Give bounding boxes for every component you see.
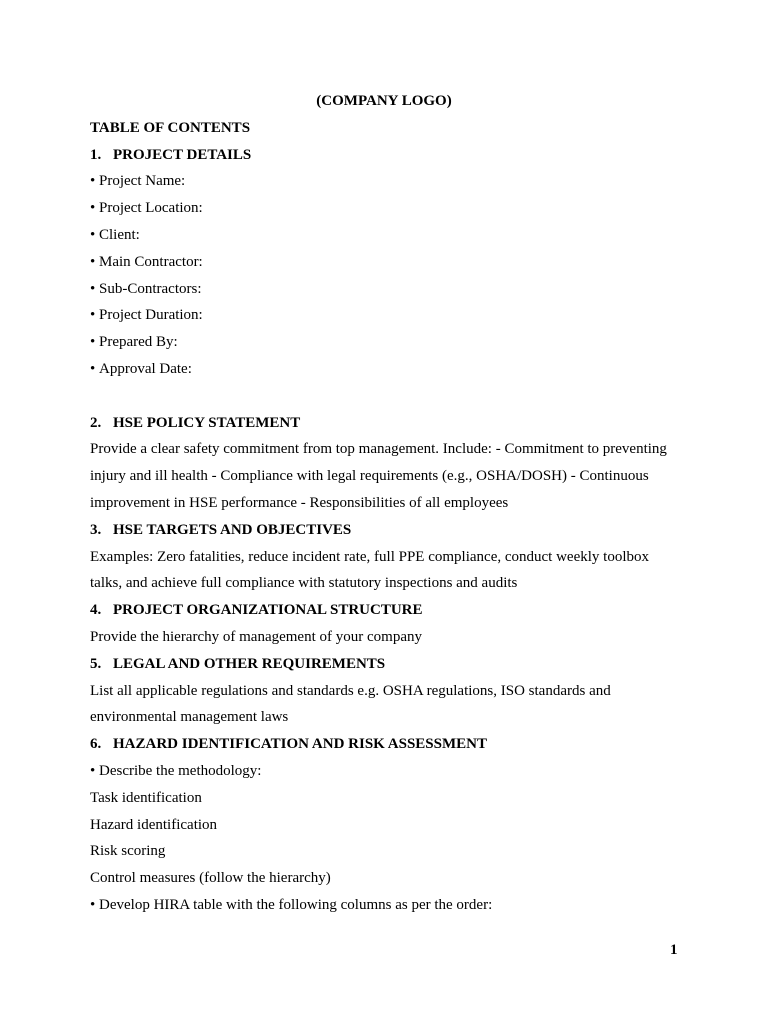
paragraph-line: Examples: Zero fatalities, reduce incident rate, full PPE compliance, conduct weekly toolbox [90, 548, 649, 565]
list-item [90, 195, 680, 222]
methodology-step: Control measures (follow the hierarchy) [90, 870, 331, 887]
project-duration-label: Project Duration: [99, 307, 203, 324]
paragraph-line: talks, and achieve full compliance with statutory inspections and audits [90, 575, 518, 592]
bullet-icon: • [90, 896, 96, 913]
list-item [90, 168, 680, 195]
list-item [90, 758, 680, 785]
bullet-icon: • [90, 226, 96, 243]
methodology-bullet: Describe the methodology: [99, 762, 262, 779]
page-number: 1 [670, 942, 678, 958]
section-number: 3. [90, 521, 102, 538]
list-item [90, 892, 680, 919]
bullet-icon: • [90, 280, 96, 297]
section-title: HAZARD IDENTIFICATION AND RISK ASSESSMENT [113, 736, 487, 753]
hira-table-bullet: Develop HIRA table with the following columns as per the order: [99, 896, 493, 913]
section-title: HSE TARGETS AND OBJECTIVES [113, 521, 352, 538]
bullet-icon: • [90, 173, 96, 190]
section-number: 1. [90, 146, 102, 163]
company-logo-placeholder: (COMPANY LOGO) [316, 93, 452, 109]
list-item [90, 329, 680, 356]
bullet-icon: • [90, 307, 96, 324]
section-title: HSE POLICY STATEMENT [113, 414, 301, 431]
paragraph-line: improvement in HSE performance - Responsibilities of all employees [90, 494, 509, 511]
paragraph-line: injury and ill health - Compliance with legal requirements (e.g., OSHA/DOSH) - Continuous [90, 468, 649, 485]
hse-policy-paragraph [90, 436, 680, 516]
methodology-step: Risk scoring [90, 843, 166, 860]
project-location-label: Project Location: [99, 200, 203, 217]
document-page [90, 88, 680, 919]
paragraph-line: Provide a clear safety commitment from top management. Include: - Commitment to preventing [90, 441, 667, 458]
paragraph-line: Provide the hierarchy of management of your company [90, 628, 422, 645]
section-heading-hira [90, 731, 680, 758]
section-title: PROJECT DETAILS [113, 146, 252, 163]
section-heading-org-structure [90, 597, 680, 624]
section-number: 6. [90, 736, 102, 753]
legal-requirements-paragraph [90, 678, 680, 732]
list-item [90, 276, 680, 303]
project-name-label: Project Name: [99, 173, 186, 190]
methodology-step: Task identification [90, 789, 202, 806]
bullet-icon: • [90, 253, 96, 270]
client-label: Client: [99, 226, 140, 243]
paragraph-line: environmental management laws [90, 709, 289, 726]
section-heading-legal-requirements [90, 651, 680, 678]
org-structure-paragraph [90, 624, 680, 651]
list-item [90, 302, 680, 329]
section-title: LEGAL AND OTHER REQUIREMENTS [113, 655, 386, 672]
prepared-by-label: Prepared By: [99, 334, 178, 351]
table-of-contents-title: TABLE OF CONTENTS [90, 119, 251, 136]
bullet-icon: • [90, 360, 96, 377]
hse-targets-paragraph [90, 544, 680, 598]
section-heading-hse-targets [90, 517, 680, 544]
list-item [90, 249, 680, 276]
bullet-icon: • [90, 200, 96, 217]
section-number: 4. [90, 602, 102, 619]
paragraph-line: List all applicable regulations and standards e.g. OSHA regulations, ISO standards and [90, 682, 611, 699]
section-number: 5. [90, 655, 102, 672]
bullet-icon: • [90, 762, 96, 779]
list-item [90, 222, 680, 249]
section-title: PROJECT ORGANIZATIONAL STRUCTURE [113, 602, 423, 619]
section-number: 2. [90, 414, 102, 431]
main-contractor-label: Main Contractor: [99, 253, 203, 270]
blank-line [90, 383, 680, 410]
approval-date-label: Approval Date: [99, 360, 192, 377]
methodology-step: Hazard identification [90, 816, 218, 833]
bullet-icon: • [90, 334, 96, 351]
list-item [90, 356, 680, 383]
sub-contractors-label: Sub-Contractors: [99, 280, 202, 297]
section-heading-project-details [90, 142, 680, 169]
section-heading-hse-policy [90, 410, 680, 437]
